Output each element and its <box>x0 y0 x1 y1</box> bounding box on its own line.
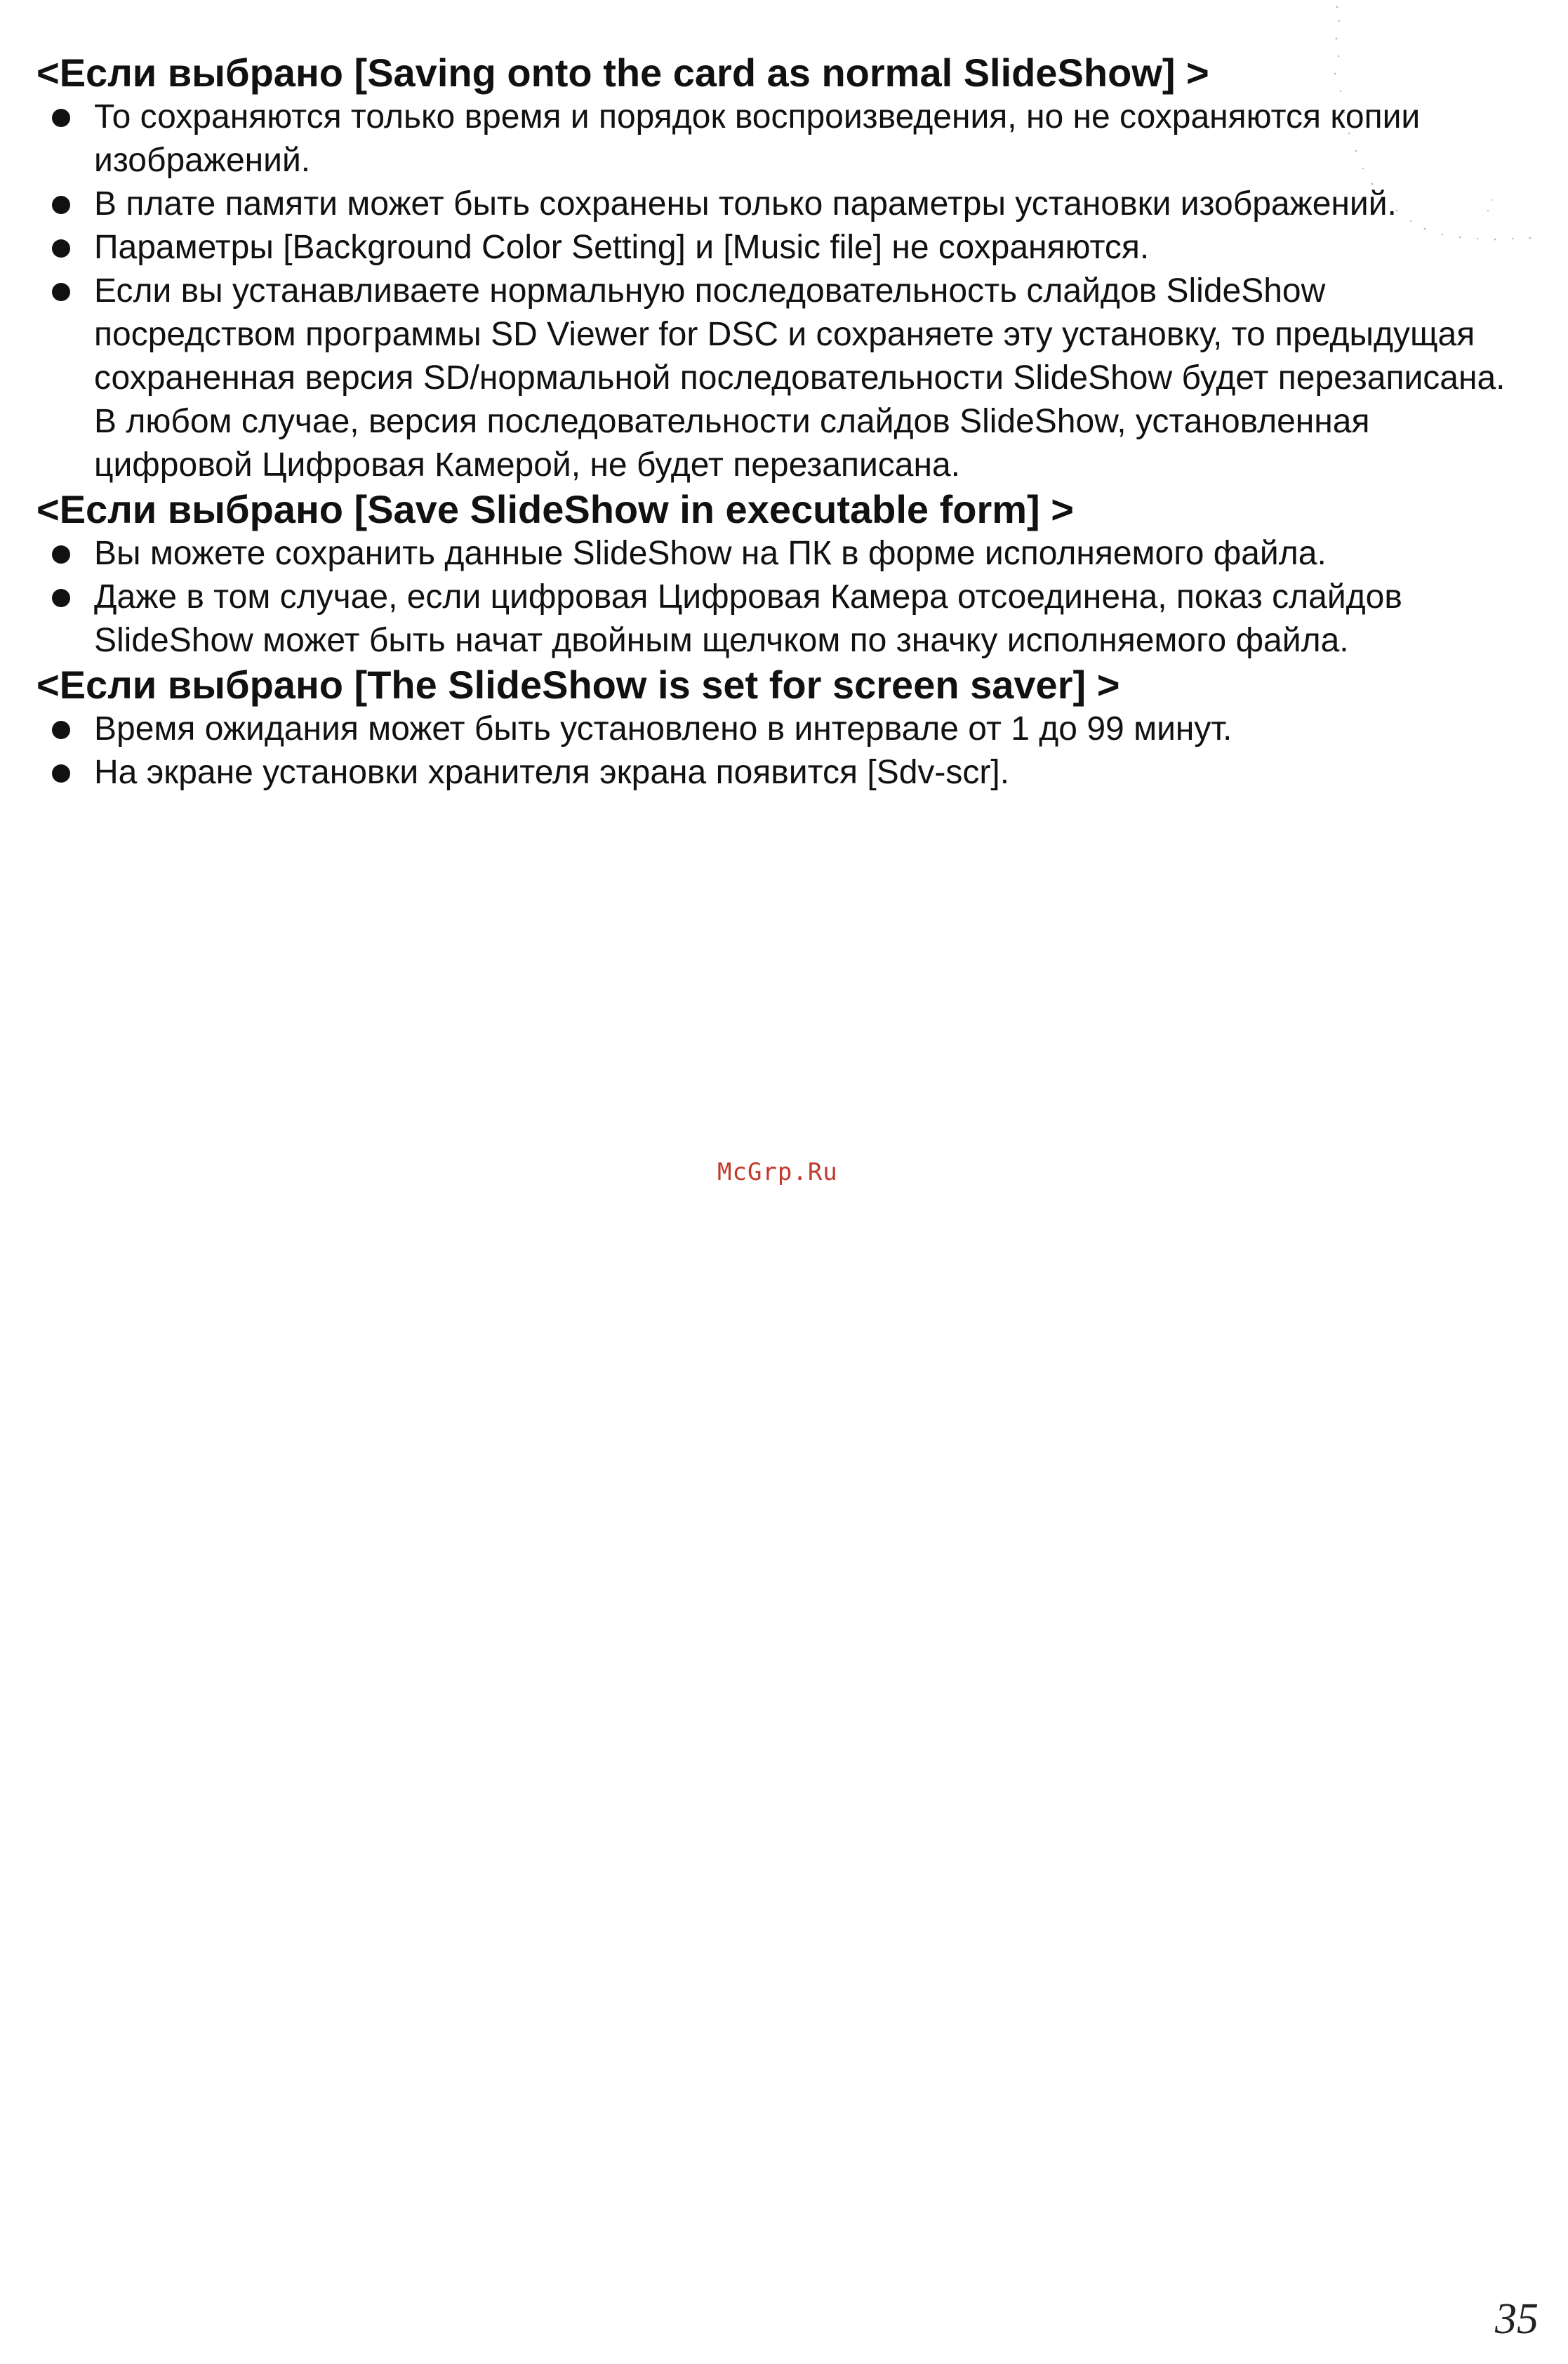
section-saving-card <box>36 51 1524 487</box>
bullet-icon <box>52 283 70 301</box>
list-item-text: В плате памяти может быть сохранены только параметры установки изображений. <box>94 185 1397 223</box>
list-item-text: Время ожидания может быть установлено в интервале от 1 до 99 минут. <box>94 710 1233 748</box>
list-item-text: На экране установки хранителя экрана появится [Sdv-scr]. <box>94 754 1010 791</box>
bullet-icon <box>52 545 70 564</box>
list-item-text: Если вы устанавливаете нормальную последовательность слайдов SlideShow посредством программы SD Viewer for DSC и сохраняете эту установку, то предыдущая сохраненная версия SD/нормальной последовательности SlideShow будет перезаписана. В любом случае, версия последовательности слайдов SlideShow, установленная цифровой Цифровая Камерой, не будет перезаписана. <box>94 272 1506 484</box>
section-heading: <Если выбрано [Saving onto the card as normal SlideShow] > <box>36 51 1209 95</box>
list-item-text: Вы можете сохранить данные SlideShow на ПК в форме исполняемого файла. <box>94 535 1327 572</box>
list-item <box>36 226 1524 270</box>
document-body <box>36 51 1524 795</box>
bullet-icon <box>52 196 70 214</box>
section-heading: <Если выбрано [Save SlideShow in executable form] > <box>36 487 1074 531</box>
list-item <box>36 532 1524 576</box>
bullet-list <box>36 95 1524 487</box>
list-item-text: Параметры [Background Color Setting] и [Music file] не сохраняются. <box>94 229 1150 266</box>
section-heading: <Если выбрано [The SlideShow is set for screen saver] > <box>36 663 1120 707</box>
list-item-text: То сохраняются только время и порядок воспроизведения, но не сохраняются копии изображений. <box>94 98 1421 179</box>
list-item <box>36 270 1524 487</box>
bullet-list <box>36 532 1524 663</box>
list-item <box>36 708 1524 751</box>
watermark-text: McGrp.Ru <box>717 1158 838 1186</box>
list-item <box>36 95 1524 182</box>
bullet-icon <box>52 721 70 739</box>
bullet-icon <box>52 109 70 127</box>
section-executable-form <box>36 487 1524 663</box>
bullet-icon <box>52 589 70 607</box>
section-screen-saver <box>36 663 1524 795</box>
list-item <box>36 751 1524 795</box>
bullet-list <box>36 708 1524 795</box>
page-number: 35 <box>1495 2295 1539 2343</box>
list-item-text: Даже в том случае, если цифровая Цифровая Камера отсоединена, показ слайдов SlideShow может быть начат двойным щелчком по значку исполняемого файла. <box>94 578 1402 659</box>
list-item <box>36 576 1524 663</box>
bullet-icon <box>52 764 70 783</box>
list-item <box>36 182 1524 226</box>
bullet-icon <box>52 239 70 258</box>
